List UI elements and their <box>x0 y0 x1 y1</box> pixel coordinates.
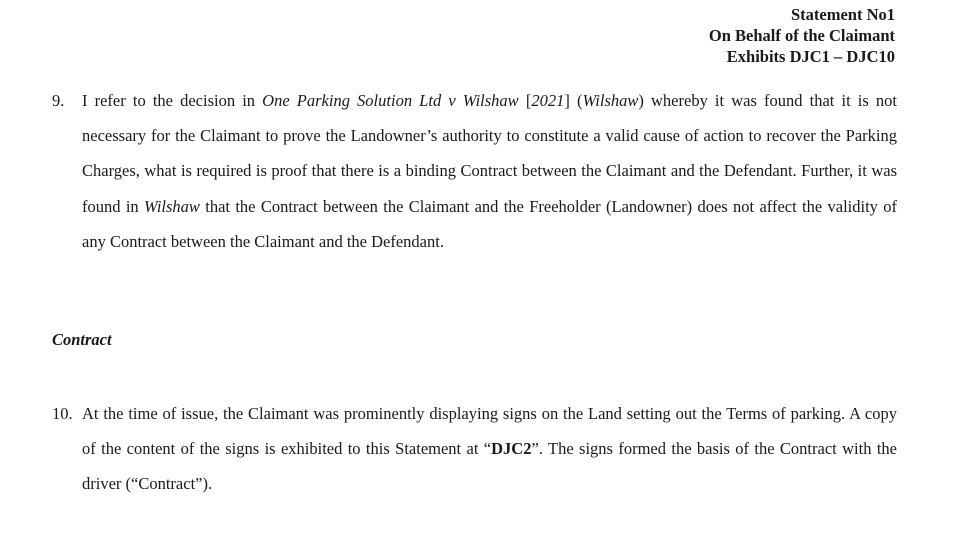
paragraph-number: 10. <box>52 404 73 423</box>
text-run: ] ( <box>564 91 583 110</box>
text-run: I refer to the decision in <box>82 91 263 110</box>
header-exhibits: Exhibits DJC1 – DJC10 <box>726 47 895 66</box>
header-on-behalf: On Behalf of the Claimant <box>708 26 895 45</box>
paragraph-text <box>82 396 897 502</box>
case-short-name: Wilshaw <box>144 196 200 216</box>
section-heading: Contract <box>52 330 112 349</box>
case-year: 2021 <box>531 91 565 110</box>
paragraph-10 <box>52 396 897 502</box>
text-run: ”. The signs formed the basis of the Contract with the driver (“Contract”). <box>82 439 897 494</box>
paragraph-9 <box>52 83 897 259</box>
text-run: At the time of issue, the Claimant was prominently displaying signs on the Land setting out the Terms of parking. A copy of the content of the signs is exhibited to this Statement at “ <box>82 404 897 459</box>
header-statement-number: Statement No1 <box>790 5 895 24</box>
text-run: that the Contract between the Claimant and the Freeholder (Landowner) does not affect the validity of any Contract between the Claimant and the Defendant. <box>82 196 897 251</box>
paragraph-number: 9. <box>52 91 65 110</box>
case-name: One Parking Solution Ltd v Wilshaw <box>262 91 519 110</box>
text-run: ) whereby it was found that it is not necessary for the Claimant to prove the Landowner’s authority to constitute a valid cause of action to recover the Parking Charges, what is required is proof that there is a binding Contract between the Claimant and the Defendant. Further, it was found in <box>82 91 897 216</box>
text-run: [ <box>518 91 532 110</box>
case-short-name: Wilshaw <box>582 91 639 110</box>
paragraph-text <box>82 83 897 259</box>
exhibit-reference: DJC2 <box>491 439 532 459</box>
statement-header <box>709 4 895 67</box>
